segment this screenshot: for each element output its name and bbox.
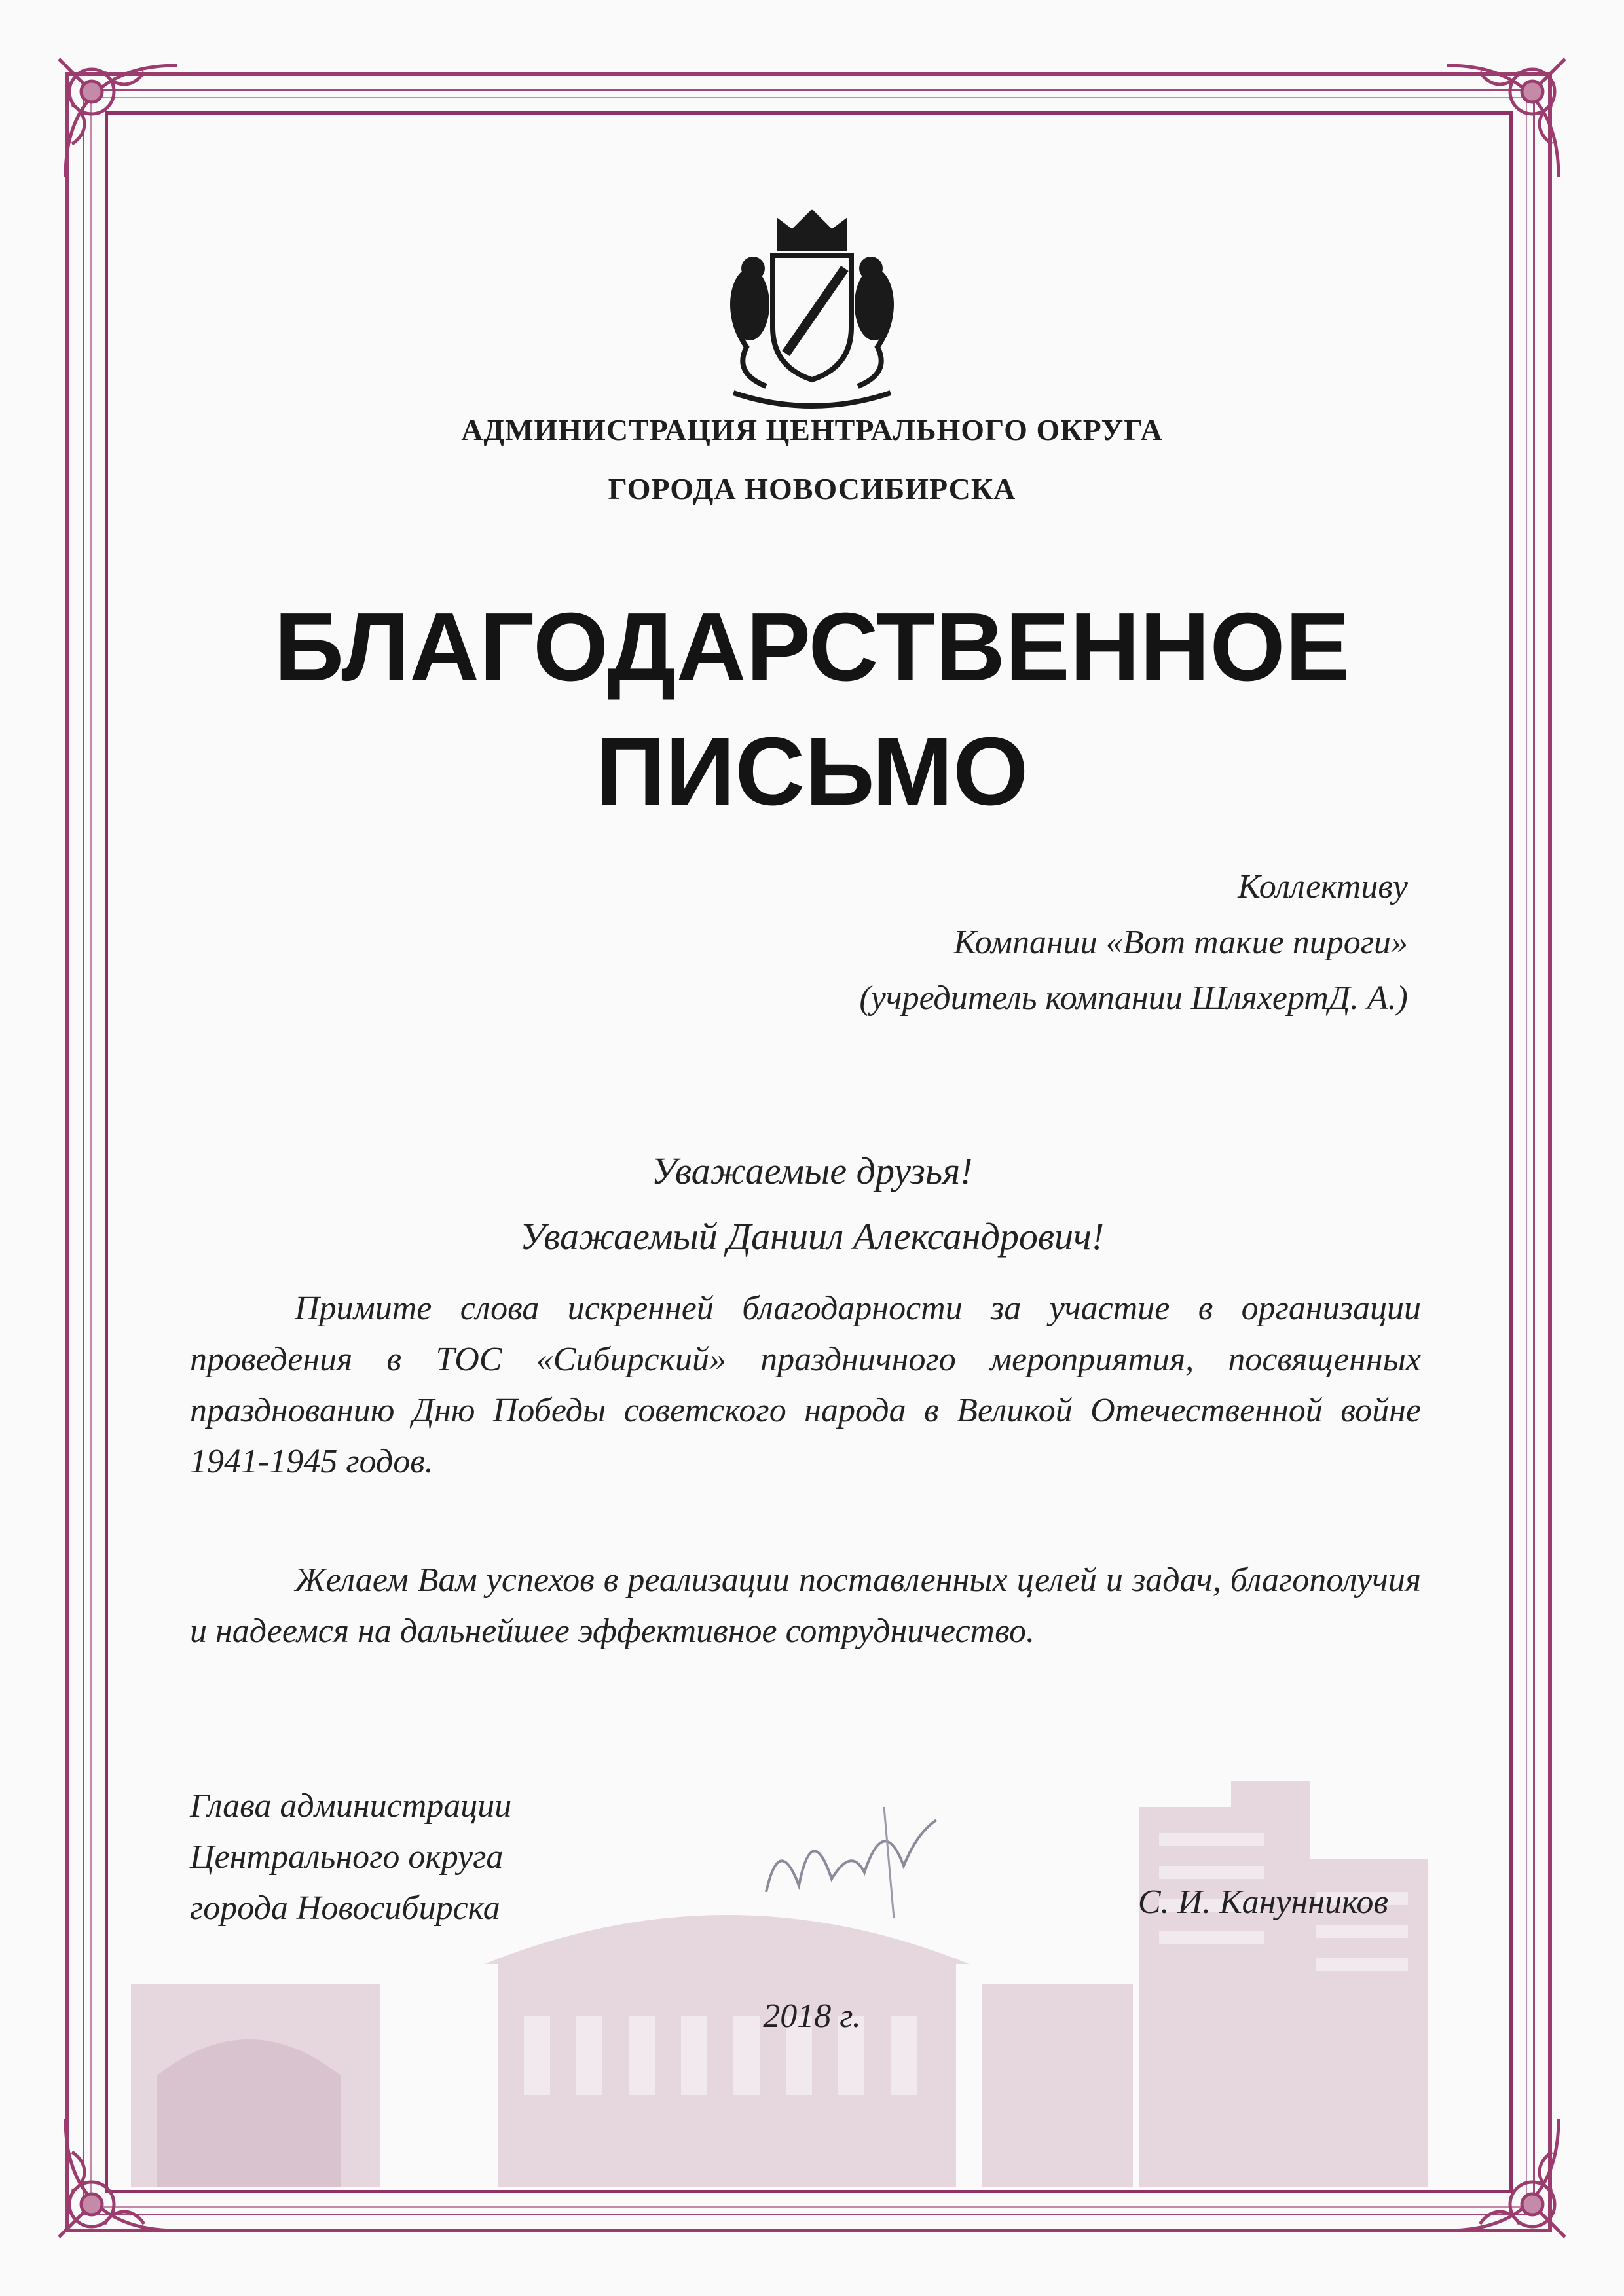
ornament-corner-icon — [1428, 46, 1578, 196]
addressee-line2: Компании «Вот такие пироги» — [953, 924, 1408, 961]
document-title-line1: БЛАГОДАРСТВЕННОЕ — [274, 593, 1350, 701]
document-year: 2018 г. — [763, 1997, 861, 2035]
signatory-position-line2: Центрального округа — [190, 1838, 504, 1876]
organization-name-line2: ГОРОДА НОВОСИБИРСКА — [608, 472, 1016, 505]
signatory-name: С. И. Канунников — [1137, 1884, 1388, 1921]
addressee-line1: Коллективу — [1238, 868, 1408, 905]
body-paragraph-2: Желаем Вам успехов в реализации поставленных целей и задач, благополучия и надеемся на дальнейшее эффективное сотрудничество. — [190, 1561, 1421, 1650]
greeting-line2: Уважаемый Даниил Александрович! — [519, 1215, 1105, 1258]
addressee-line3: (учредитель компании ШляхертД. А.) — [859, 979, 1408, 1017]
signatory-position-line1: Глава администрации — [190, 1787, 512, 1825]
body-paragraph-1: Примите слова искренней благодарности за участие в организации проведения в ТОС «Сибирский» праздничного мероприятия, посвященных празднованию Дню Победы советского народа в Великой Отечественной войне 1941-1945 годов. — [190, 1290, 1421, 1480]
signatory-position-line3: города Новосибирска — [190, 1889, 500, 1927]
ornament-corner-icon — [46, 46, 196, 196]
novosibirsk-coat-of-arms-icon — [707, 196, 917, 412]
organization-name-line1: АДМИНИСТРАЦИЯ ЦЕНТРАЛЬНОГО ОКРУГА — [461, 413, 1163, 446]
document-title-line2: ПИСЬМО — [595, 718, 1029, 826]
greeting-line1: Уважаемые друзья! — [651, 1150, 973, 1192]
handwritten-signature — [753, 1794, 950, 1925]
